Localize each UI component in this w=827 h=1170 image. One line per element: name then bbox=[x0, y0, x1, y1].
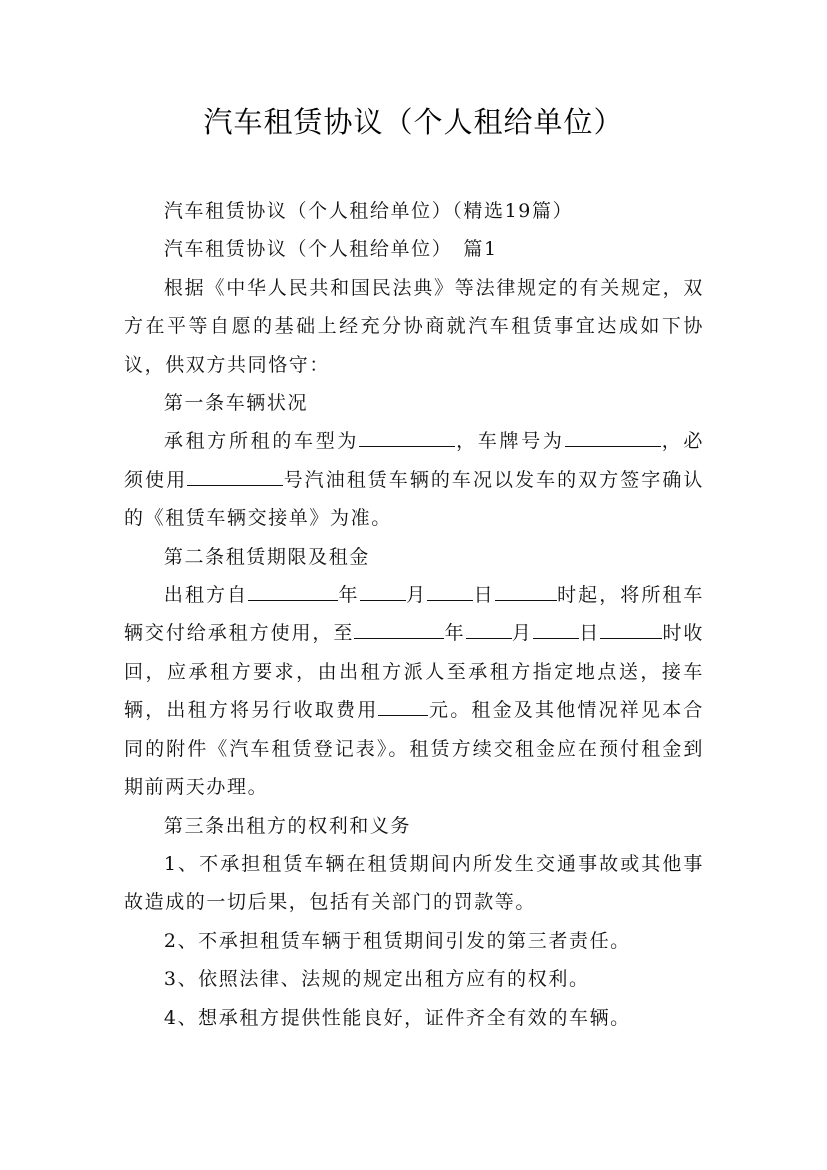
article-3-item-1: 1、不承担租赁车辆在租赁期间内所发生交通事故或其他事故造成的一切后果，包括有关部门的罚款等。 bbox=[124, 852, 704, 914]
article-3-heading: 第三条出租方的权利和义务 bbox=[163, 814, 412, 837]
article-2-text bbox=[124, 576, 704, 806]
paragraph-subtitle: 汽车租赁协议（个人租给单位）（精选19篇） bbox=[163, 200, 574, 222]
text-segment: 时起，将所租车辆交付给承租方使用，至 bbox=[124, 584, 705, 645]
text-segment: 出租方自 bbox=[163, 584, 249, 607]
month-label: 月 bbox=[511, 622, 533, 645]
start-hour-blank bbox=[495, 582, 557, 601]
document-title: 汽车租赁协议（个人租给单位） bbox=[203, 105, 624, 139]
article-3-item-4: 4、想承租方提供性能良好，证件齐全有效的车辆。 bbox=[163, 1006, 631, 1029]
year-label: 年 bbox=[338, 584, 360, 607]
day-label: 日 bbox=[473, 584, 495, 607]
article-3-item-2: 2、不承担租赁车辆于租赁期间引发的第三者责任。 bbox=[163, 929, 631, 952]
year-label: 年 bbox=[444, 622, 466, 645]
text-segment: ，必须使用 bbox=[124, 430, 704, 491]
article-2-heading: 第二条租赁期限及租金 bbox=[163, 545, 370, 568]
day-label: 日 bbox=[578, 622, 601, 645]
text-segment: ，车牌号为 bbox=[455, 430, 565, 453]
end-hour-blank bbox=[600, 620, 662, 639]
plate-number-blank bbox=[565, 428, 661, 447]
text-segment: 时收回，应承租方要求，由出租方派人至承租方指定地点送，接车辆，出租方将另行收取费用 bbox=[124, 622, 705, 722]
car-model-blank bbox=[359, 428, 455, 447]
end-year-blank bbox=[354, 620, 444, 639]
article-3-item-3: 3、依照法律、法规的规定出租方应有的权利。 bbox=[163, 968, 590, 991]
start-year-blank bbox=[248, 582, 338, 601]
fuel-grade-blank bbox=[187, 467, 283, 486]
start-day-blank bbox=[427, 582, 473, 601]
text-segment: 元。租金及其他情况祥见本合同的附件《汽车租赁登记表》。租赁方续交租金应在预付租金到期前两天办理。 bbox=[124, 699, 704, 799]
end-day-blank bbox=[533, 620, 579, 639]
article-1-heading: 第一条车辆状况 bbox=[163, 392, 309, 415]
article-1-text bbox=[124, 422, 704, 537]
paragraph-preamble: 根据《中华人民共和国民法典》等法律规定的有关规定，双方在平等自愿的基础上经充分协商就汽车租赁事宜达成如下协议，供双方共同恪守： bbox=[124, 276, 704, 376]
month-label: 月 bbox=[405, 584, 428, 607]
text-segment: 承租方所租的车型为 bbox=[163, 430, 360, 453]
fee-blank bbox=[378, 697, 428, 716]
text-segment: 号汽油租赁车辆的车况以发车的双方签字确认的《租赁车辆交接单》为准。 bbox=[124, 468, 704, 530]
end-month-blank bbox=[466, 620, 512, 639]
start-month-blank bbox=[360, 582, 406, 601]
paragraph-part-heading: 汽车租赁协议（个人租给单位） 篇1 bbox=[163, 238, 498, 261]
document-body bbox=[124, 192, 704, 1037]
